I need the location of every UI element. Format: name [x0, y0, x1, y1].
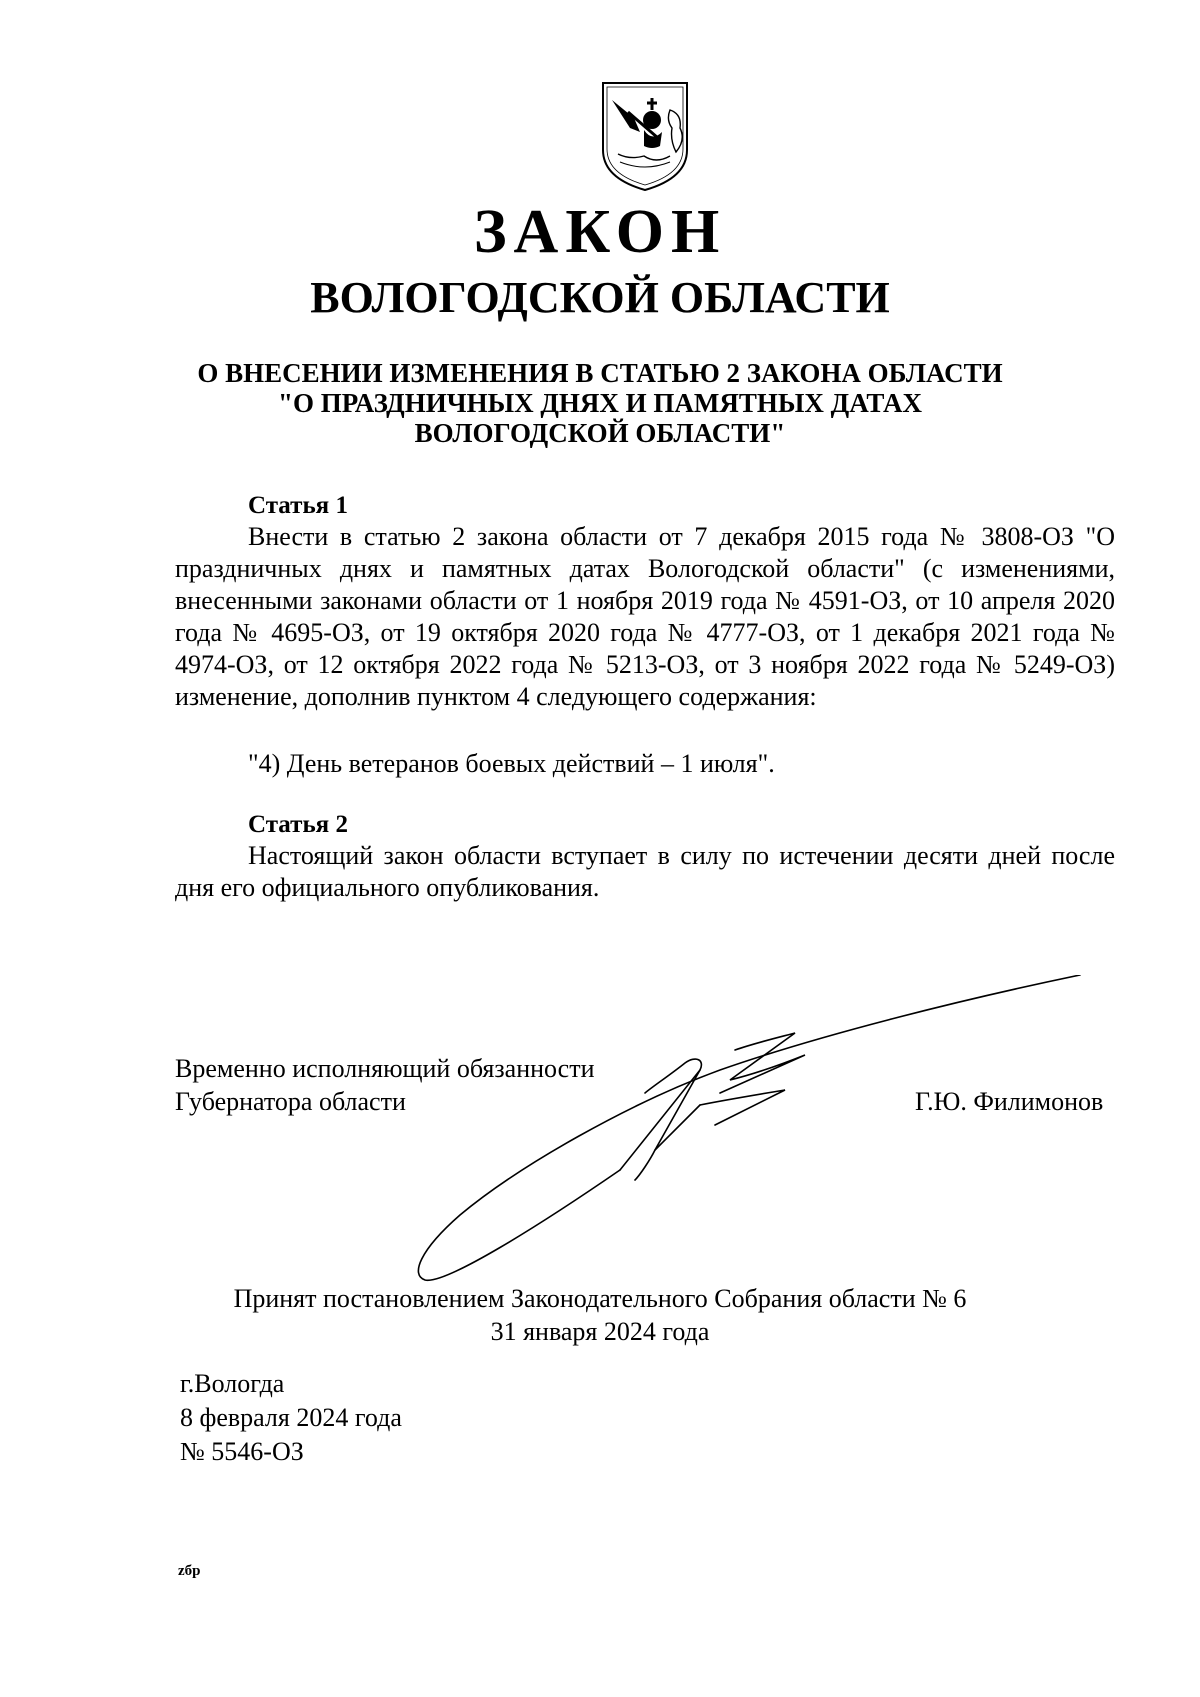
footer-code: zбр: [178, 1563, 201, 1579]
adoption-note: [0, 1282, 1200, 1348]
article1-body: Внести в статью 2 закона области от 7 декабря 2015 года № 3808-ОЗ "О праздничных днях и памятных датах Вологодской области" (с изменениями, внесенными законами области от 1 ноября 2019 года № 4591-ОЗ, от 10 апреля 2020 года № 4695-ОЗ, от 19 октября 2020 года № 4777-ОЗ, от 1 декабря 2021 года № 4974-ОЗ, от 12 октября 2022 года № 5213-ОЗ, от 3 ноября 2022 года № 5249-ОЗ) изменение, дополнив пунктом 4 следующего содержания:: [175, 522, 1115, 711]
article1-heading: Статья 1: [248, 492, 348, 519]
subject-line: "О ПРАЗДНИЧНЫХ ДНЯХ И ПАМЯТНЫХ ДАТАХ: [277, 388, 923, 418]
adoption-line2: 31 января 2024 года: [490, 1317, 710, 1346]
law-number: № 5546-ОЗ: [180, 1437, 304, 1466]
signer-name: Г.Ю. Филимонов: [915, 1087, 1104, 1116]
subject-line: О ВНЕСЕНИИ ИЗМЕНЕНИЯ В СТАТЬЮ 2 ЗАКОНА ОБЛАСТИ: [197, 358, 1003, 388]
coat-of-arms-icon: [600, 80, 690, 192]
article2-body: Настоящий закон области вступает в силу по истечении десяти дней после дня его официального опубликования.: [175, 841, 1115, 902]
subject-line: ВОЛОГОДСКОЙ ОБЛАСТИ": [414, 418, 786, 448]
article2-heading: Статья 2: [248, 811, 348, 838]
region-title: ВОЛОГОДСКОЙ ОБЛАСТИ: [310, 273, 890, 322]
adoption-line1: Принят постановлением Законодательного Собрания области № 6: [233, 1284, 967, 1313]
signer-position-line1: Временно исполняющий обязанности: [175, 1054, 595, 1083]
signing-date: 8 февраля 2024 года: [180, 1403, 402, 1432]
law-title: ЗАКОН: [473, 198, 727, 266]
signer-position-line2: Губернатора области: [175, 1087, 406, 1116]
article1-quote: "4) День ветеранов боевых действий – 1 июля".: [248, 749, 775, 778]
law-subject: [0, 358, 1200, 448]
place: г.Вологда: [180, 1369, 285, 1398]
handwritten-signature: [400, 975, 1110, 1305]
